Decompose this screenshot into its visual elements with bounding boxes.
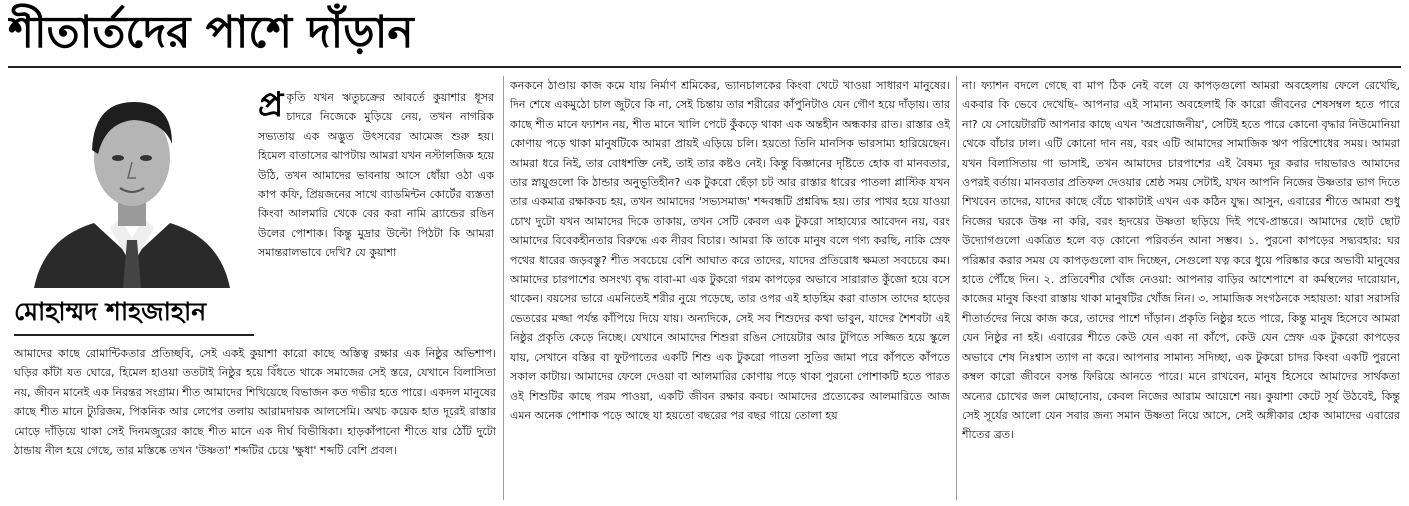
author-name: মোহাম্মদ শাহজাহান: [14, 297, 207, 326]
article-body-column-3: না। ফ্যাশন বদলে গেছে বা মাপ ঠিক নেই বলে যে কাপড়গুলো আমরা অবহেলায় ফেলে রেখেছি, একবার কি ভেবে দেখেছি- আপনার এই সামান্য অবহেলাই কি কারো জীবনের শেষসম্বল হতে পারে না? যে সোয়েটারটি আপনার কাছে এখন 'অপ্রয়োজনীয়', সেটিই হতে পারে কোনো বৃদ্ধার নিউমোনিয়া থেকে বাঁচার ঢাল। এটি কোনো দান নয়, বরং এটি আমাদের সামাজিক ঋণ পরিশোধের সময়। আমরা যখন বিলাসিতায় গা ভাসাই, তখন আমাদের চারপাশের এই বৈষম্য দূর করার দায়ভারও আমাদের ওপরই বর্তায়। মানবতার প্রতিফল দেওয়ার শ্রেষ্ঠ সময় সেটাই, যখন আপনি নিজের উষ্ণতার ভাগ দিতে শিখবেন তাদের, যাদের কাছে বেঁচে থাকাটাই এখন এক কঠিন যুদ্ধ। আসুন, এবারের শীতে আমরা শুধু নিজের ঘরকে উষ্ণ না করি, বরং হৃদয়ের উষ্ণতা ছড়িয়ে দিই পথে-প্রান্তরে। আমাদের ছোট ছোট উদ্যোগগুলো একত্রিত হলে বড় কোনো পরিবর্তন আনা সম্ভব। ১. পুরনো কাপড়ের সদ্ব্যবহার: ঘর পরিষ্কার করার সময় যে কাপড়গুলো বাদ দিচ্ছেন, সেগুলো যত্ন করে ধুয়ে পরিষ্কার করে অভাবী মানুষের হাতে পৌঁছে দিন। ২. প্রতিবেশীর খোঁজ নেওয়া: আপনার বাড়ির আশেপাশে বা কর্মস্থলের দারোয়ান, কাজের মানুষ কিংবা রাস্তায় থাকা মানুষটির খোঁজ নিন। ৩. সামাজিক সংগঠনকে সহায়তা: যারা সরাসরি শীতার্তদের নিয়ে কাজ করে, তাদের পাশে দাঁড়ান। প্রকৃতি নিষ্ঠুর হতে পারে, কিন্তু মানুষ হিসেবে আমরা যেন নিষ্ঠুর না হই। এবারের শীতে কেউ যেন একা না কাঁপে, কেউ যেন স্রেফ এক টুকরো কাপড়ের অভাবে শেষ নিঃশ্বাস ত্যাগ না করে। আপনার সামান্য সদিচ্ছা, এক টুকরো চাদর কিংবা একটি পুরনো কম্বল কারো জীবনে বসন্ত ফিরিয়ে আনতে পারে। মনে রাখবেন, মানুষ হিসেবে আমাদের সার্থকতা অন্যের চোখের জল মোছানোয়, কেবল নিজের আরাম আয়েশে নয়। কুয়াশা কেটে সূর্য উঠবেই, কিন্তু সেই সূর্যের আলো যেন সবার জন্য সমান উষ্ণতা নিয়ে আসে, সেই অঙ্গীকার হোক আমাদের এবারের শীতের ব্রত।: [962, 79, 1400, 442]
byline-rule: [14, 334, 254, 336]
dropcap: প্র: [258, 88, 284, 125]
article-body-column-1-bottom: আমাদের কাছে রোমান্টিকতার প্রতিচ্ছবি, সেই একই কুয়াশা কারো কাছে অস্তিত্ব রক্ষার এক নিষ্ঠুর অভিশাপ। ঘড়ির কাঁটা যত ঘোরে, হিমেল হাওয়া ততটাই নিষ্ঠুর হয়ে বিঁধতে থাকে সমাজের সেই স্তরে, যেখানে বিলাসিতা নয়, জীবন মানেই এক নিরন্তর সংগ্রাম। শীত আমাদের শিখিয়েছে বিভাজন কত গভীর হতে পারে। একদল মানুষের কাছে শীত মানে ট্যুরিজম, পিকনিক আর লেপের তলায় আরামদায়ক আলসেমি। অথচ কয়েক হাত দূরেই রাস্তার মোড়ে দাঁড়িয়ে থাকা সেই দিনমজুরের কাছে শীত মানে এক দীর্ঘ বিভীষিকা। হাড়কাঁপানো শীতে যার ঠোঁট দুটো ঠান্ডায় নীল হয়ে গেছে, তার মস্তিষ্কে তখন 'উষ্ণতা' শব্দটির চেয়ে 'ক্ষুধা' শব্দটি বেশি প্রবল।: [14, 347, 496, 458]
body-text: কৃতি যখন ঋতুচক্রের আবর্তে কুয়াশার ধূসর চাদরে নিজেকে মুড়িয়ে নেয়, তখন নাগরিক সভ্যতায় এক অদ্ভুত উৎসবের আমেজ শুরু হয়। হিমেল বাতাসের ঝাপটায় আমরা যখন নস্টালজিক হয়ে উঠি, তখন আমাদের ভাবনায় আসে ধোঁয়া ওঠা এক কাপ কফি, প্রিয়জনের সাথে ব্যাডমিন্টন কোর্টের ব্যস্ততা কিংবা আলমারি থেকে বের করা নামি ব্র্যান্ডের রঙিন উলের পোশাক। কিন্তু মুদ্রার উল্টো পিঠটা কি আমরা সমান্তরালভাবে দেখি? যে কুয়াশা: [258, 91, 494, 260]
author-photo: [14, 78, 250, 288]
page-title: শীতার্তদের পাশে দাঁড়ান: [8, 7, 414, 58]
article-body-column-2: কনকনে ঠাণ্ডায় কাজ কমে যায় নির্মাণ শ্রমিকের, ভ্যানচালকের কিংবা খেটে খাওয়া সাধারণ মানুষের। দিন শেষে একমুঠো চাল জুটবে কি না, সেই চিন্তায় তার শরীরের কাঁপুনিটাও যেন গৌণ হয়ে দাঁড়ায়। তার কাছে শীত মানে ফ্যাশন নয়, শীত মানে খালি পেটে কুঁকড়ে থাকা এক অন্তহীন অন্ধকার রাত। রাস্তার ওই কোণায় পড়ে থাকা মানুষটিকে আমরা প্রায়ই এড়িয়ে চলি। হয়তো তিনি মানসিক ভারসাম্য হারিয়েছেন। আমরা ধরে নিই, তার বোধশক্তি নেই, তাই তার কষ্টও নেই। কিন্তু বিজ্ঞানের দৃষ্টিতে হোক বা মানবতার, তার স্নায়ুগুলো কি ঠান্ডার অনুভূতিহীন? এক টুকরো ছেঁড়া চট আর রাস্তার ধারের পাতলা প্লাস্টিক যখন তার একমাত্র রক্ষাকবচ হয়, তখন আমাদের 'সভ্যসমাজ' শব্দবন্ধটি প্রশ্নবিদ্ধ হয়। তার পাথর হয়ে যাওয়া চোখ দুটো যখন আমাদের দিকে তাকায়, তখন সেটি কেবল এক টুকরো সাহায্যের আবেদন নয়, বরং আমাদের বিবেকহীনতার বিরুদ্ধে এক নীরব বিচার। আমরা কি তাকে মানুষ বলে গণ্য করছি, নাকি স্রেফ পথের ধারের জড়বস্তু? শীত সবচেয়ে বেশি আঘাত করে তাদের, যাদের প্রতিরোধ ক্ষমতা সবচেয়ে কম। আমাদের চারপাশের অসংখ্য বৃদ্ধ বাবা-মা এক টুকরো গরম কাপড়ের অভাবে সারারাত কুঁজো হয়ে বসে থাকেন। বয়সের ভারে এমনিতেই শরীর নুয়ে পড়েছে, তার ওপর এই হাড়হিম করা বাতাস তাদের হাড়ের ভেতরের মজ্জা পর্যন্ত কাঁপিয়ে দিয়ে যায়। অন্যদিকে, সেই সব শিশুদের কথা ভাবুন, যাদের শৈশবটা এই নিষ্ঠুর প্রকৃতি কেড়ে নিচ্ছে। যেখানে আমাদের শিশুরা রঙিন সোয়েটার আর টুপিতে সজ্জিত হয়ে স্কুলে যায়, সেখানে বস্তির বা ফুটপাতের একটি শিশু এক টুকরো পাতলা সুতির জামা পরে কাঁপতে কাঁপতে সকাল কাটায়। আমাদের ফেলে দেওয়া বা আলমারির কোণায় পড়ে থাকা পুরনো পোশাকটি হতে পারত ওই শিশুটির কাছে পরম পাওয়া, একটি জীবন রক্ষার কবচ। আমাদের প্রত্যেকের আলমারিতে আজ এমন অনেক পোশাক পড়ে আছে যা হয়তো বছরের পর বছর গায়ে তোলা হয়: [510, 79, 950, 422]
column-divider: [503, 76, 504, 500]
article-body-column-1-top: [258, 88, 494, 344]
column-divider: [956, 76, 957, 500]
headline-rule: [8, 66, 1401, 68]
